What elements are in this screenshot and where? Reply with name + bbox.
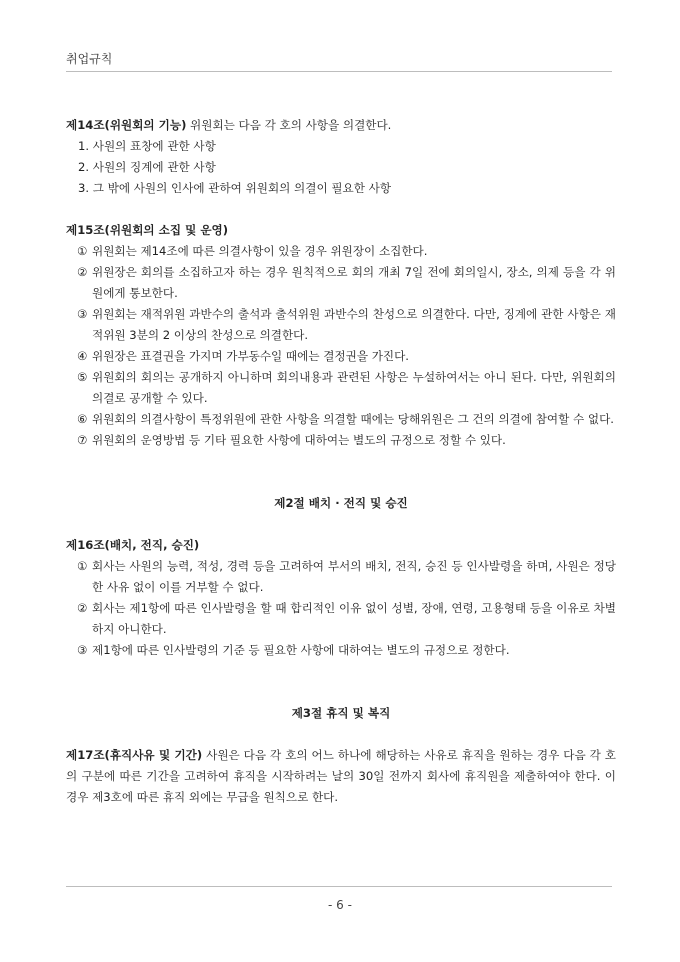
item-number: ⑦: [77, 433, 88, 447]
list-item: 1. 사원의 표창에 관한 사항: [78, 139, 216, 153]
document-header: 취업규칙: [66, 52, 113, 66]
item-text: 위원장은 회의를 소집하고자 하는 경우 원칙적으로 회의 개최 7일 전에 회의일시, 장소, 의제 등을 각 위원에게 통보한다.: [92, 265, 616, 300]
article-16: [66, 535, 616, 661]
item-text: 위원회의 의결사항이 특정위원에 관한 사항을 의결할 때에는 당해위원은 그 건의 의결에 참여할 수 없다.: [92, 412, 614, 426]
header-divider: [66, 71, 612, 72]
article-15-title: 제15조(위원회의 소집 및 운영): [66, 223, 229, 237]
article-16-title: 제16조(배치, 전직, 승진): [66, 538, 200, 552]
list-item: [66, 262, 616, 304]
article-15-list: [66, 241, 616, 451]
article-15: [66, 220, 616, 451]
list-item: [66, 430, 616, 451]
item-text: 제1항에 따른 인사발령의 기준 등 필요한 사항에 대하여는 별도의 규정으로 정한다.: [92, 643, 510, 657]
item-number: ②: [77, 265, 88, 279]
item-number: ①: [77, 244, 88, 258]
article-16-list: [66, 556, 616, 661]
item-text: 회사는 제1항에 따른 인사발령을 할 때 합리적인 이유 없이 성별, 장애, 연령, 고용형태 등을 이유로 차별하지 아니한다.: [92, 601, 616, 636]
footer-divider: [66, 886, 612, 887]
section-3-title: 제3절 휴직 및 복직: [291, 706, 391, 720]
item-number: ①: [77, 559, 88, 573]
list-item: [66, 346, 616, 367]
item-text: 위원회는 제14조에 따른 의결사항이 있을 경우 위원장이 소집한다.: [92, 244, 428, 258]
list-item: [66, 556, 616, 598]
list-item: [66, 304, 616, 346]
section-2-title: 제2절 배치 · 전직 및 승진: [274, 496, 408, 510]
item-text: 위원회는 재적위원 과반수의 출석과 출석위원 과반수의 찬성으로 의결한다. 다만, 징계에 관한 사항은 재적위원 3분의 2 이상의 찬성으로 의결한다.: [92, 307, 616, 342]
list-item: [66, 409, 616, 430]
item-text: 위원회의 운영방법 등 기타 필요한 사항에 대하여는 별도의 규정으로 정할 수 있다.: [92, 433, 506, 447]
item-text: 위원회의 회의는 공개하지 아니하며 회의내용과 관련된 사항은 누설하여서는 아니 된다. 다만, 위원회의 의결로 공개할 수 있다.: [92, 370, 616, 405]
article-17-text: 사원은 다음 각 호의 어느 하나에 해당하는 사유로 휴직을 원하는 경우 다음 각 호의 구분에 따른 기간을 고려하여 휴직을 시작하려는 날의 30일 전까지 회사에 휴직원을 제출하여야 한다. 이 경우 제3호에 따른 휴직 외에는 무급을 원칙으로 한다.: [66, 748, 616, 804]
item-number: ⑥: [77, 412, 88, 426]
article-14-list: [66, 136, 616, 199]
list-item: [66, 241, 616, 262]
item-number: ⑤: [77, 370, 88, 384]
item-text: 위원장은 표결권을 가지며 가부동수일 때에는 결정권을 가진다.: [92, 349, 409, 363]
list-item: [66, 367, 616, 409]
list-item: 3. 그 밖에 사원의 인사에 관하여 위원회의 의결이 필요한 사항: [78, 181, 392, 195]
article-17: [66, 745, 616, 808]
item-text: 회사는 사원의 능력, 적성, 경력 등을 고려하여 부서의 배치, 전직, 승진 등 인사발령을 하며, 사원은 정당한 사유 없이 이를 거부할 수 없다.: [92, 559, 616, 594]
article-14-intro: 위원회는 다음 각 호의 사항을 의결한다.: [186, 118, 392, 132]
article-14: [66, 115, 616, 199]
list-item: 2. 사원의 징계에 관한 사항: [78, 160, 216, 174]
document-body: [66, 115, 616, 808]
list-item: [66, 640, 616, 661]
item-number: ②: [77, 601, 88, 615]
article-17-title: 제17조(휴직사유 및 기간): [66, 748, 203, 762]
list-item: [66, 598, 616, 640]
item-number: ③: [77, 307, 88, 321]
item-number: ③: [77, 643, 88, 657]
article-14-heading: [66, 115, 616, 136]
article-14-title: 제14조(위원회의 기능): [66, 118, 187, 132]
item-number: ④: [77, 349, 88, 363]
page-number: - 6 -: [328, 898, 352, 912]
